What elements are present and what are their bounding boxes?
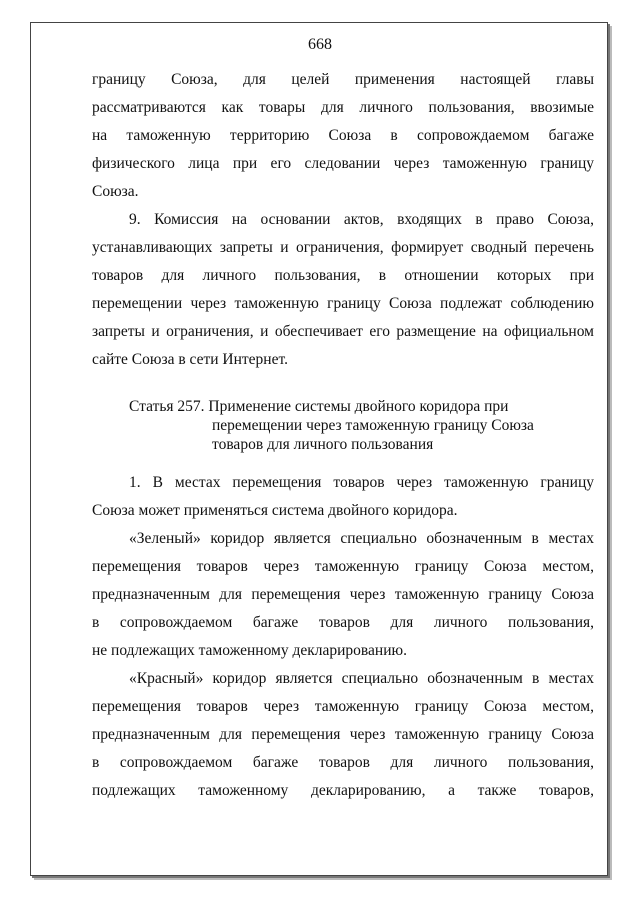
article-heading: Статья 257. Применение системы двойного коридора при — [129, 398, 509, 415]
paragraph-line: на таможенную территорию Союза в сопровождаемом багаже — [92, 127, 594, 144]
paragraph-line: товаров для личного пользования, в отношении которых при — [92, 267, 594, 284]
paragraph-line: 1. В местах перемещения товаров через таможенную границу — [129, 474, 594, 491]
paragraph-line: перемещении через таможенную границу Союза подлежат соблюдению — [92, 295, 594, 312]
paragraph-line: «Красный» коридор является специально обозначенным в местах — [129, 670, 594, 687]
page-number: 668 — [308, 36, 332, 53]
paragraph-line: перемещения товаров через таможенную границу Союза местом, — [92, 558, 594, 575]
paragraph-line: перемещения товаров через таможенную границу Союза местом, — [92, 698, 594, 715]
paragraph-line: предназначенным для перемещения через таможенную границу Союза — [92, 586, 594, 603]
article-heading: перемещении через таможенную границу Союза — [212, 417, 534, 434]
paragraph-line: устанавливающих запреты и ограничения, формирует сводный перечень — [92, 239, 594, 256]
paragraph-line: физического лица при его следовании через таможенную границу — [92, 155, 594, 172]
paragraph-line: запреты и ограничения, и обеспечивает его размещение на официальном — [92, 323, 594, 340]
paragraph-line: подлежащих таможенному декларированию, а также товаров, — [92, 782, 594, 799]
paragraph-line: предназначенным для перемещения через таможенную границу Союза — [92, 726, 594, 743]
paragraph-line: границу Союза, для целей применения настоящей главы — [92, 71, 594, 88]
paragraph-line: не подлежащих таможенному декларированию. — [92, 642, 407, 659]
paragraph-line: в сопровождаемом багаже товаров для личного пользования, — [92, 614, 594, 631]
article-heading: товаров для личного пользования — [212, 436, 434, 453]
paragraph-line: в сопровождаемом багаже товаров для личного пользования, — [92, 754, 594, 771]
paragraph-line: Союза может применяться система двойного коридора. — [92, 502, 458, 519]
paragraph-line: Союза. — [92, 183, 139, 200]
paragraph-line: рассматриваются как товары для личного пользования, ввозимые — [92, 99, 594, 116]
paragraph-line: сайте Союза в сети Интернет. — [92, 351, 288, 368]
paragraph-line: 9. Комиссия на основании актов, входящих в право Союза, — [129, 211, 594, 228]
paragraph-line: «Зеленый» коридор является специально обозначенным в местах — [129, 530, 594, 547]
